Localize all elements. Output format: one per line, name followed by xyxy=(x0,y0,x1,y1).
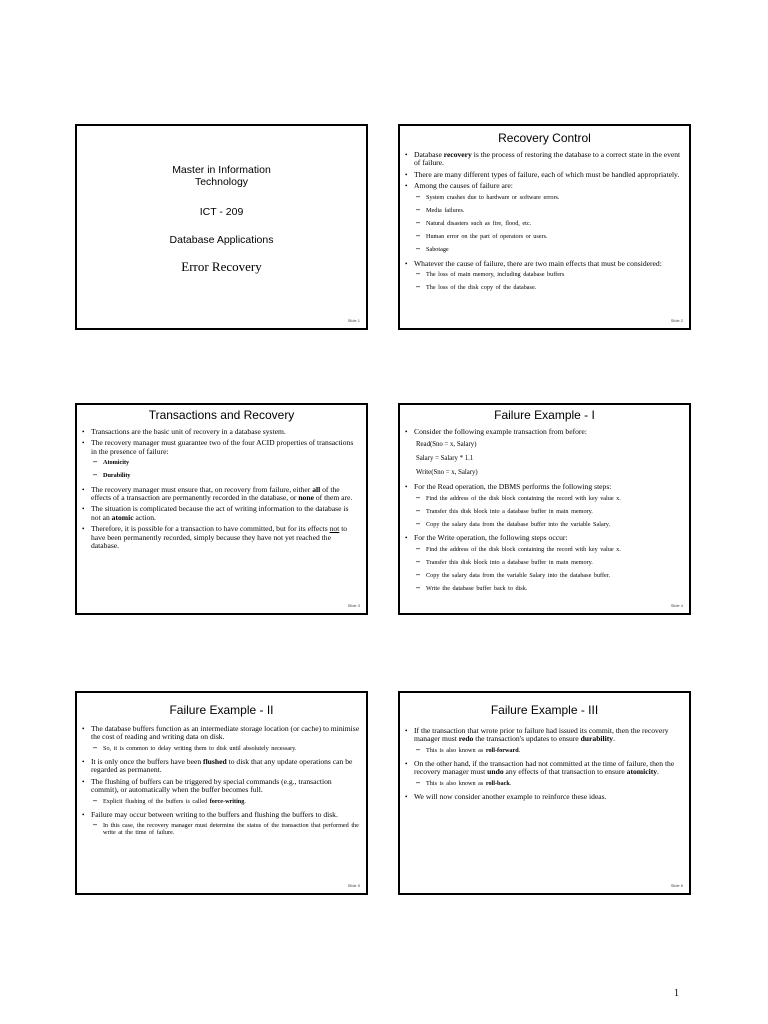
bullet-item: • Whatever the cause of failure, there are two main effects that must be considered: – The loss of main memory, including database buffers – The loss of the disk copy of the database. xyxy=(414,260,683,292)
sub-item: – In this case, the recovery manager must determine the status of the transaction that performed the write at the time of failure. xyxy=(103,822,360,836)
slide-title: Failure Example - II xyxy=(169,703,274,717)
sub-list xyxy=(91,745,360,752)
slide-title: Failure Example - I xyxy=(494,408,595,422)
sub-item: – The loss of main memory, including database buffers xyxy=(426,271,683,278)
sub-list xyxy=(414,747,683,754)
slide-1 xyxy=(75,124,368,330)
bullet-item: • Transactions are the basic unit of recovery in a database system. xyxy=(91,428,360,436)
slide-number: Slide 6 xyxy=(670,883,683,888)
sub-list xyxy=(414,194,683,254)
sub-item: – Natural disasters such as fire, flood, etc. xyxy=(426,220,683,227)
bullet-item: • Database recovery is the process of restoring the database to a correct state in the event of failure. xyxy=(414,151,683,168)
lecture-topic: Error Recovery xyxy=(181,259,262,274)
slide-5 xyxy=(75,691,368,895)
bullet-item: • Failure may occur between writing to the buffers and flushing the buffers to disk. – In this case, the recovery manager must determine the status of the transaction that performed the write at the time of failure. xyxy=(91,811,360,837)
sub-item: – Atomicity xyxy=(103,459,360,466)
bullet-item: • The flushing of buffers can be triggered by special commands (e.g., transaction commit), or automatically when the buffer becomes full. – Explicit flushing of the buffers is called force-writing. xyxy=(91,778,360,805)
slide-3 xyxy=(75,403,368,615)
slide-number: Slide 2 xyxy=(670,318,683,323)
sub-list xyxy=(91,822,360,836)
bullet-item: • The database buffers function as an intermediate storage location (or cache) to minimise the cost of reading and writing data on disk. – So, it is common to delay writing them to disk until absolutely necessary. xyxy=(91,725,360,752)
slide-2 xyxy=(398,124,691,330)
slide-1-cover xyxy=(77,164,366,275)
bullet-item: • There are many different types of failure, each of which must be handled appropriately. xyxy=(414,171,683,179)
sub-item: – Write the database buffer back to disk. xyxy=(426,585,683,592)
program-title xyxy=(77,164,366,188)
bullet-item: • Therefore, it is possible for a transaction to have committed, but for its effects not to have been permanently recorded, simply because they have not yet reached the database. xyxy=(91,525,360,550)
code-line: Write(Sno = x, Salary) xyxy=(416,469,478,477)
sub-item: – Explicit flushing of the buffers is called force-writing. xyxy=(103,798,360,805)
code-line: Read(Sno = x, Salary) xyxy=(416,441,477,449)
sub-list xyxy=(414,546,683,593)
bullet-item: • On the other hand, if the transaction had not committed at the time of failure, then the recovery manager must undo any effects of that transaction to ensure atomicity. – This is also known as roll-back. xyxy=(414,760,683,787)
sub-item: – Transfer this disk block into a database buffer in main memory. xyxy=(426,508,683,515)
sub-item: – Media failures. xyxy=(426,207,683,214)
program-line-2: Technology xyxy=(194,176,249,188)
bullet-item: • For the Read operation, the DBMS performs the following steps: – Find the address of the disk block containing the record with key value x. – Transfer this disk block into a database buffer in main memory. – Copy the salary data from the database buffer into the variable Salary. xyxy=(414,483,683,528)
sub-list xyxy=(414,495,683,529)
page-number: 1 xyxy=(674,988,679,999)
sub-item: – This is also known as roll-back. xyxy=(426,780,683,787)
sub-item: – Find the address of the disk block containing the record with key value x. xyxy=(426,495,683,502)
sub-item: – Transfer this disk block into a database buffer in main memory. xyxy=(426,559,683,566)
bullet-item: • The recovery manager must guarantee two of the four ACID properties of transactions in the presence of failure: – Atomicity – Durability xyxy=(91,439,360,479)
bullet-list xyxy=(400,727,689,801)
sub-list xyxy=(414,271,683,291)
slide-number: Slide 3 xyxy=(347,603,360,608)
slide-number: Slide 1 xyxy=(347,318,360,323)
sub-item: – Sabotage xyxy=(426,246,683,253)
sub-item: – So, it is common to delay writing them to disk until absolutely necessary. xyxy=(103,745,360,752)
program-line-1: Master in Information xyxy=(172,164,271,176)
course-subject: Database Applications xyxy=(169,234,274,246)
code-block xyxy=(416,441,683,477)
slide-title: Failure Example - III xyxy=(490,703,599,717)
slide-title: Recovery Control xyxy=(498,131,591,145)
bullet-item: • If the transaction that wrote prior to failure had issued its commit, then the recovery manager must redo the transaction's updates to ensure durability. – This is also known as roll-forward. xyxy=(414,727,683,754)
slide-4 xyxy=(398,403,691,615)
sub-item: – Human error on the part of operators or users. xyxy=(426,233,683,240)
bullet-item: • The recovery manager must ensure that, on recovery from failure, either all of the effects of a transaction are permanently recorded in the database, or none of them are. xyxy=(91,486,360,503)
sub-item: – Copy the salary data from the variable Salary into the database buffer. xyxy=(426,572,683,579)
bullet-item: • We will now consider another example to reinforce these ideas. xyxy=(414,793,683,801)
bullet-list xyxy=(400,428,689,593)
bullet-item: • Among the causes of failure are: – System crashes due to hardware or software errors. – Media failures. – Natural disasters such as fire, flood, etc. – Human error on the part of operators or users. – Sabotage xyxy=(414,182,683,253)
slide-6 xyxy=(398,691,691,895)
slide-number: Slide 5 xyxy=(347,883,360,888)
sub-item: – The loss of the disk copy of the database. xyxy=(426,284,683,291)
slide-title: Transactions and Recovery xyxy=(148,408,295,422)
sub-item: – Copy the salary data from the database buffer into the variable Salary. xyxy=(426,521,683,528)
bullet-item: • Consider the following example transaction from before: Read(Sno = x, Salary) Salary = Salary * 1.1 Write(Sno = x, Salary) xyxy=(414,428,683,477)
sub-item: – System crashes due to hardware or software errors. xyxy=(426,194,683,201)
bullet-item: • For the Write operation, the following steps occur: – Find the address of the disk block containing the record with key value x. – Transfer this disk block into a database buffer in main memory. – Copy the salary data from the variable Salary into the database buffer. – Write the database buffer back to disk. xyxy=(414,534,683,592)
sub-item: – Durability xyxy=(103,472,360,479)
bullet-item: • The situation is complicated because the act of writing information to the database is not an atomic action. xyxy=(91,505,360,522)
bullet-list xyxy=(400,151,689,291)
course-code: ICT - 209 xyxy=(199,206,244,218)
sub-item: – This is also known as roll-forward. xyxy=(426,747,683,754)
sub-list xyxy=(414,780,683,787)
bullet-list xyxy=(77,725,366,837)
sub-list xyxy=(91,459,360,479)
bullet-list xyxy=(77,428,366,550)
slide-number: Slide 4 xyxy=(670,603,683,608)
bullet-item: • It is only once the buffers have been flushed to disk that any update operations can be regarded as permanent. xyxy=(91,758,360,775)
sub-item: – Find the address of the disk block containing the record with key value x. xyxy=(426,546,683,553)
code-line: Salary = Salary * 1.1 xyxy=(416,455,474,463)
sub-list xyxy=(91,798,360,805)
